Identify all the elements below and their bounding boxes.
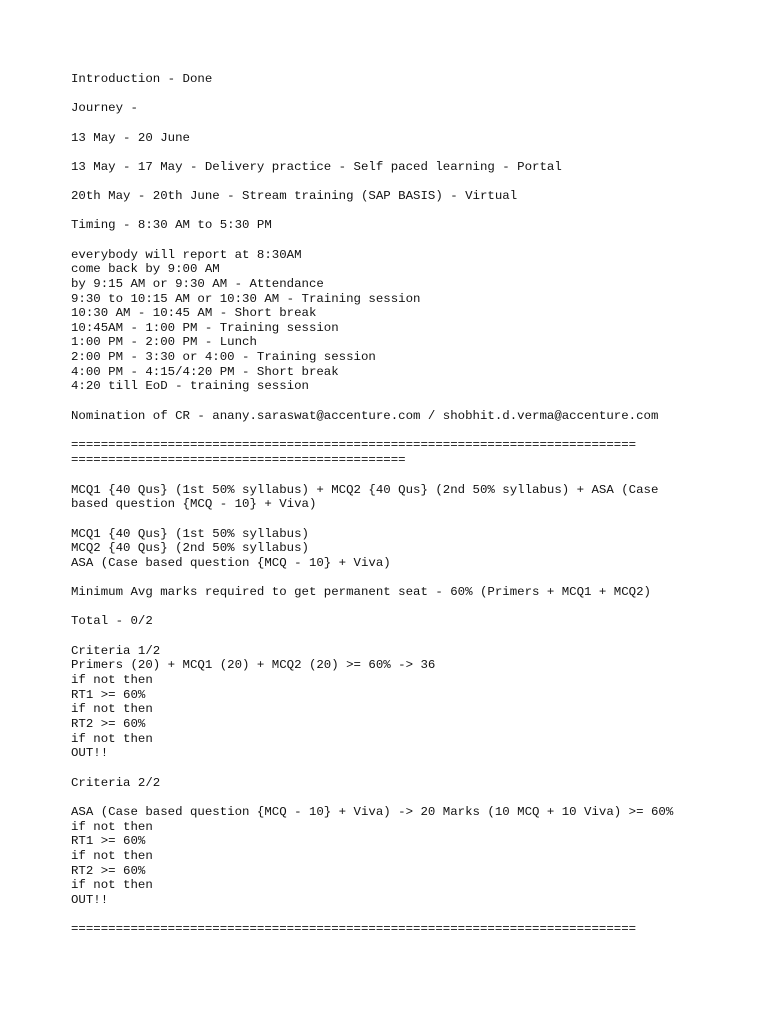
criteria-1-heading: Criteria 1/2 — [71, 644, 161, 658]
criteria-2-line: RT1 >= 60% — [71, 834, 146, 848]
text-line-date-range: 13 May - 20 June — [71, 131, 190, 145]
criteria-2-line: ASA (Case based question {MCQ - 10} + Viva) -> 20 Marks (10 MCQ + 10 Viva) >= 60% — [71, 805, 674, 819]
criteria-1-line: if not then — [71, 673, 153, 687]
criteria-1-line: Primers (20) + MCQ1 (20) + MCQ2 (20) >= 60% -> 36 — [71, 658, 436, 672]
schedule-line: 1:00 PM - 2:00 PM - Lunch — [71, 335, 257, 349]
criteria-2-line: if not then — [71, 820, 153, 834]
separator-line: ============================================= — [71, 453, 406, 467]
text-line-stream-training: 20th May - 20th June - Stream training (SAP BASIS) - Virtual — [71, 189, 518, 203]
schedule-line: 10:45AM - 1:00 PM - Training session — [71, 321, 339, 335]
criteria-1-line: if not then — [71, 732, 153, 746]
text-line-total: Total - 0/2 — [71, 614, 153, 628]
text-line-delivery-practice: 13 May - 17 May - Delivery practice - Self paced learning - Portal — [71, 160, 562, 174]
schedule-line: 10:30 AM - 10:45 AM - Short break — [71, 306, 317, 320]
schedule-line: 9:30 to 10:15 AM or 10:30 AM - Training session — [71, 292, 421, 306]
schedule-line: by 9:15 AM or 9:30 AM - Attendance — [71, 277, 324, 291]
text-line-mcq2: MCQ2 {40 Qus} (2nd 50% syllabus) — [71, 541, 309, 555]
criteria-1-line: OUT!! — [71, 746, 109, 760]
criteria-2-line: OUT!! — [71, 893, 109, 907]
criteria-1-line: if not then — [71, 702, 153, 716]
text-line-introduction: Introduction - Done — [71, 72, 213, 86]
text-line-nomination: Nomination of CR - anany.saraswat@accenture.com / shobhit.d.verma@accenture.com — [71, 409, 659, 423]
text-line-assessment: based question {MCQ - 10} + Viva) — [71, 497, 317, 511]
text-line-minimum-marks: Minimum Avg marks required to get permanent seat - 60% (Primers + MCQ1 + MCQ2) — [71, 585, 651, 599]
criteria-2-line: if not then — [71, 849, 153, 863]
separator-line: ============================================================================ — [71, 438, 637, 452]
text-line-journey: Journey - — [71, 101, 138, 115]
criteria-1-line: RT2 >= 60% — [71, 717, 146, 731]
schedule-line: everybody will report at 8:30AM — [71, 248, 302, 262]
text-line-timing: Timing - 8:30 AM to 5:30 PM — [71, 218, 272, 232]
criteria-2-line: RT2 >= 60% — [71, 864, 146, 878]
criteria-1-line: RT1 >= 60% — [71, 688, 146, 702]
schedule-line: 4:00 PM - 4:15/4:20 PM - Short break — [71, 365, 339, 379]
criteria-2-heading: Criteria 2/2 — [71, 776, 161, 790]
text-line-asa: ASA (Case based question {MCQ - 10} + Viva) — [71, 556, 391, 570]
text-line-mcq1: MCQ1 {40 Qus} (1st 50% syllabus) — [71, 527, 309, 541]
schedule-line: 4:20 till EoD - training session — [71, 379, 309, 393]
text-line-assessment: MCQ1 {40 Qus} (1st 50% syllabus) + MCQ2 {40 Qus} (2nd 50% syllabus) + ASA (Case — [71, 483, 659, 497]
criteria-2-line: if not then — [71, 878, 153, 892]
schedule-line: come back by 9:00 AM — [71, 262, 220, 276]
separator-line: ============================================================================ — [71, 922, 637, 936]
schedule-line: 2:00 PM - 3:30 or 4:00 - Training session — [71, 350, 376, 364]
